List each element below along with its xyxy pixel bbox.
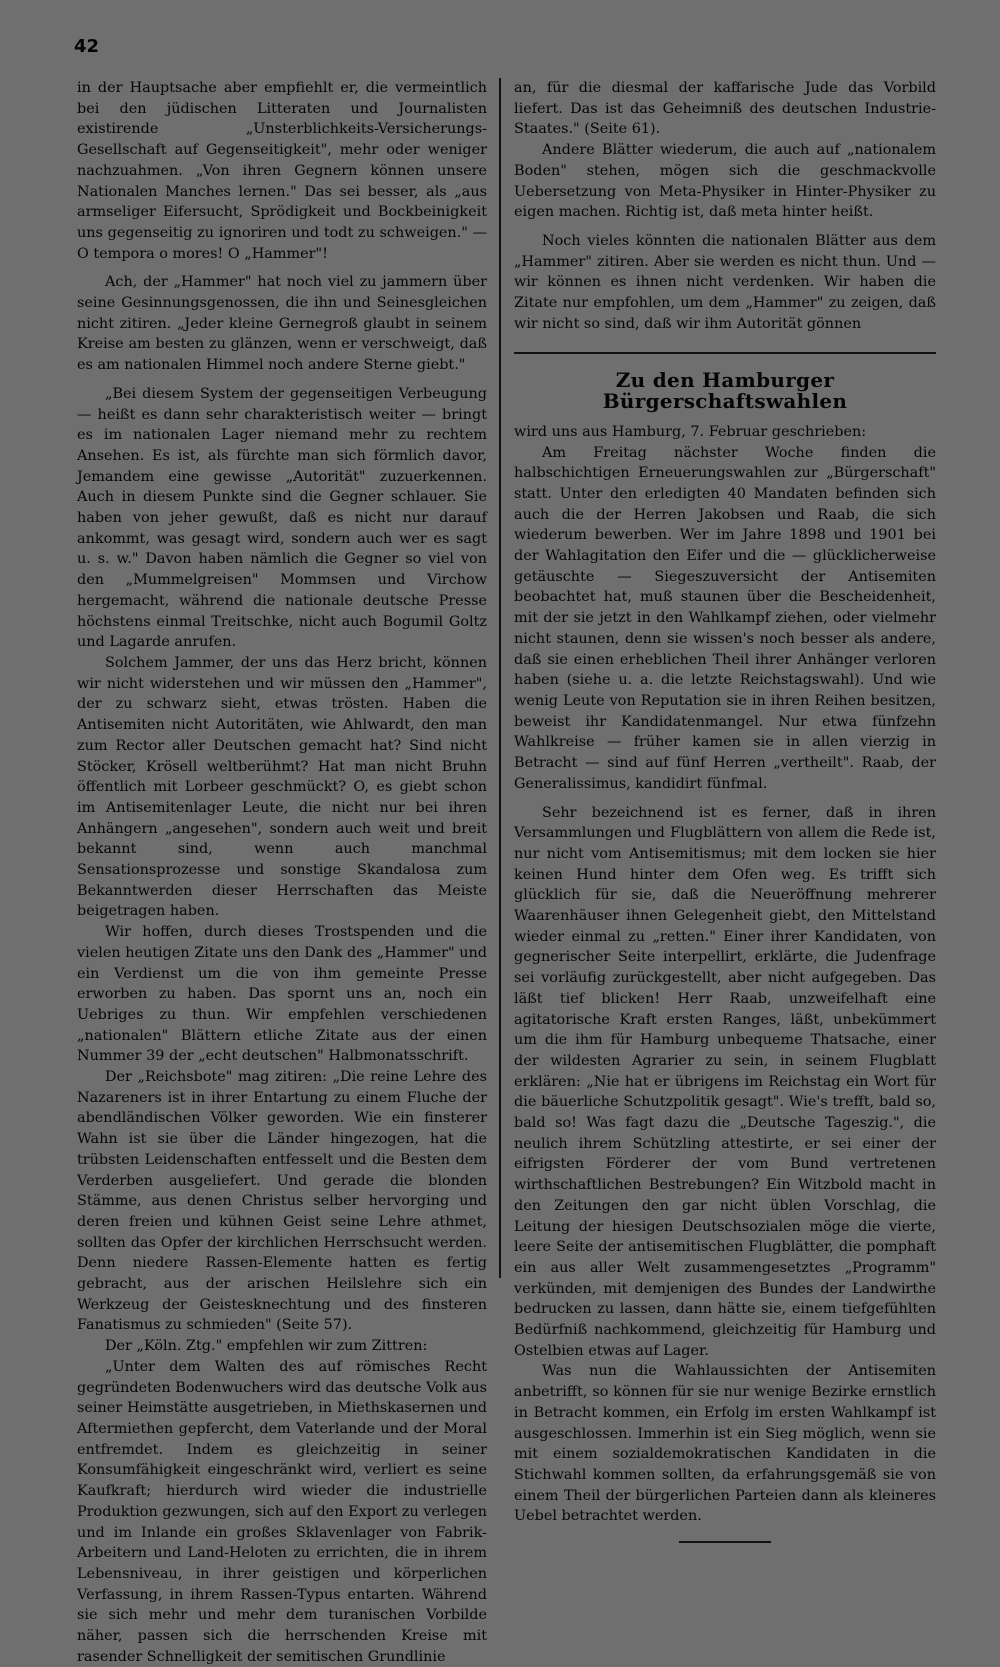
paragraph: Solchem Jammer, der uns das Herz bricht, können wir nicht widerstehen und wir müssen den „Hammer", der zu schwarz sieht, etwas trösten. Haben die Antisemiten nicht Autoritäten, wie Ahlwardt, den man zum Rector aller Deutschen gemacht hat? Sind nicht Stöcker, Krösell weltberühmt? Hat man nicht Bruhn öffentlich mit Lorbeer geschmückt? O, es giebt schon im Antisemitenlager Leute, die nicht nur bei ihren Anhängern „angesehen", sondern auch weit und breit bekannt sind, wenn auch manchmal Sensationsprozesse und sonstige Skandalosa zum Bekanntwerden dieser Herrschaften das Meiste beigetragen haben. (77, 654, 487, 920)
right-column (514, 78, 936, 1543)
paragraph: Was nun die Wahlaussichten der Antisemiten anbetrifft, so können für sie nur wenige Bezirke ernstlich in Betracht kommen, ein Erfolg im ersten Wahlkampf ist ausgeschlossen. Immerhin ist ein Sieg möglich, wenn sie mit einem sozialdemokratischen Kandidaten in die Stichwahl kommen sollten, da erfahrungsgemäß sie von einem Theil der bürgerlichen Parteien dann als kleineres Uebel betrachtet werden. (514, 1363, 936, 1525)
paragraph: Sehr bezeichnend ist es ferner, daß in ihren Versammlungen und Flugblättern von allem die Rede ist, nur nicht vom Antisemitismus; mit dem locken sie hier keinen Hund hinter dem Ofen weg. Es trifft sich glücklich für sie, daß die Neueröffnung mehrerer Waarenhäuser ihnen Gelegenheit giebt, den Mittelstand wieder einmal zu „retten." Einer ihrer Kandidaten, von gegnerischer Seite interpellirt, erklärte, die Judenfrage sei vorläufig zurückgestellt, aber nicht aufgegeben. Das läßt tief blicken! Herr Raab, unzweifelhaft eine agitatorische Kraft ersten Ranges, läßt, unbekümmert um die ihm für Hamburg unbequeme Thatsache, einer der wildesten Agrarier zu sein, in seinem Flugblatt erklären: „Nie hat er übrigens im Reichstag ein Wort für die bäuerliche Schutzpolitik gesagt". Wie's trefft, bald so, bald so! Was fagt dazu die „Deutsche Tageszig.", die neulich ihrem Schützling attestirte, er sei einer der eifrigsten Förderer der vom Bund vertretenen wirthschaftlichen Bestrebungen? Ein Witzbold macht in den Zeitungen den gar nicht üblen Vorschlag, die Leitung der hiesigen Deutschsozialen möge die vierte, leere Seite der antisemitischen Flugblätter, die pomphaft ein aus aller Welt zusammengesetztes „Programm" verkünden, mit demjenigen des Bundes der Landwirthe bedrucken zu lassen, dann hätte sie, einem tiefgefühlten Bedürfniß nachkommend, gleichzeitig für Hamburg und Ostelbien etwas auf Lager. (514, 804, 936, 1359)
article-heading: Zu den Hamburger Bürgerschaftswahlen (602, 368, 848, 414)
paragraph: Der „Reichsbote" mag zitiren: „Die reine Lehre des Nazareners ist in ihrer Entartung zu einem Fluche der abendländischen Völker geworden. Wie ein finsterer Wahn ist sie über die Länder hingezogen, hat die trübsten Leidenschaften entfesselt und die Besten dem Verderben ausgeliefert. Und gerade die blonden Stämme, aus denen Christus selber hervorging und deren freien und kühnen Geist seine Lehre athmet, sollten das Opfer der kirchlichen Herrschsucht werden. Denn niedere Rassen-Elemente hatten es fertig gebracht, aus der arischen Heilslehre sich ein Werkzeug der Geistesknechtung und des finsteren Fanatismus zu schmieden" (Seite 57). (77, 1069, 487, 1334)
end-rule (679, 1541, 771, 1543)
paragraph: Wir hoffen, durch dieses Trostspenden und die vielen heutigen Zitate uns den Dank des „Hammer" und ein Verdienst um die von ihm gemeinte Presse erworben zu haben. Das spornt uns an, noch ein Uebriges zu thun. Wir empfehlen verschiedenen „nationalen" Blättern etliche Zitate aus der einen Nummer 39 der „echt deutschen" Halbmonatsschrift. (77, 924, 487, 1065)
paragraph: „Bei diesem System der gegenseitigen Verbeugung — heißt es dann sehr charakteristisch weiter — bringt es im nationalen Lager niemand mehr zu rechtem Ansehen. Es ist, als fürchte man sich förmlich davor, Jemandem eine gewisse „Autorität" zuzuerkennen. Auch in diesem Punkte sind die Gegner schlauer. Sie haben von jeher gewußt, daß es nicht nur darauf ankommt, was gesagt wird, sondern auch wer es sagt u. s. w." Davon haben nämlich die Gegner so viel von den „Mummelgreisen" Mommsen und Virchow hergemacht, während die nationale deutsche Presse höchstens einmal Treitschke, nicht auch Bogumil Goltz und Lagarde anrufen. (77, 385, 487, 651)
left-column (77, 78, 487, 1667)
paragraph: wird uns aus Hamburg, 7. Februar geschrieben: (514, 423, 867, 440)
paragraph: Am Freitag nächster Woche finden die halbschichtigen Erneuerungswahlen zur „Bürgerschaft" statt. Unter den erledigten 40 Mandaten befinden sich auch die der Herren Jakobsen und Raab, die sich wiederum bewerben. Wer im Jahre 1898 und 1901 bei der Wahlagitation den Eifer und die — glücklicherweise getäuschte — Siegeszuversicht der Antisemiten beobachtet hat, muß staunen über die Bescheidenheit, mit der sie jetzt in den Wahlkampf ziehen, oder vielmehr nicht staunen, denn sie wissen's noch besser als andere, daß sie einen erheblichen Theil ihrer Anhänger verloren haben (siehe u. a. die letzte Reichstagswahl). Und wie wenig Leute von Reputation sie in ihren Reihen besitzen, beweist ihr Kandidatenmangel. Nur etwa fünfzehn Wahlkreise — früher kamen sie in allen vierzig in Betracht — sind auf fünf Herren „vertheilt". Raab, der Generalissimus, kandidirt fünfmal. (514, 444, 936, 792)
paragraph: „Unter dem Walten des auf römisches Recht gegründeten Bodenwuchers wird das deutsche Volk aus seiner Heimstätte ausgetrieben, in Miethskasernen und Aftermiethen gepfercht, dem Vaterlande und der Moral entfremdet. Indem es gleichzeitig in seiner Konsumfähigkeit eingeschränkt wird, verliert es seine Kaufkraft; hierdurch wird wieder die industrielle Produktion gezwungen, sich auf den Export zu verlegen und im Inlande ein großes Sklavenlager von Fabrik-Arbeitern und Land-Heloten zu errichten, die in ihrem Lebensniveau, in ihrer geistigen und körperlichen Verfassung, in ihrem Rassen-Typus entarten. Während sie sich mehr und mehr dem turanischen Vorbilde näher, passen sich die herrschenden Kreise mit rasender Schnelligkeit der semitischen Grundlinie (77, 1358, 487, 1665)
paragraph: Noch vieles könnten die nationalen Blätter aus dem „Hammer" zitiren. Aber sie werden es nicht thun. Und — wir können es ihnen nicht verdenken. Wir haben die Zitate nur empfohlen, um dem „Hammer" zu zeigen, daß wir nicht so sind, daß wir ihm Autorität gönnen (514, 232, 936, 332)
paragraph: an, für die diesmal der kaffarische Jude das Vorbild liefert. Das ist das Geheimniß des deutschen Industrie-Staates." (Seite 61). (514, 80, 936, 138)
paragraph: Ach, der „Hammer" hat noch viel zu jammern über seine Gesinnungsgenossen, die ihn und Seinesgleichen nicht zitiren. „Jeder kleine Gernegroß glaubt in seinem Kreise am besten zu glänzen, wenn er verschweigt, daß es am nationalen Himmel noch andere Sterne giebt." (77, 274, 487, 374)
column-divider (499, 78, 501, 1278)
paragraph: Der „Köln. Ztg." empfehlen wir zum Zittren: (105, 1338, 428, 1355)
paragraph: in der Hauptsache aber empfiehlt er, die vermeintlich bei den jüdischen Litteraten und Journalisten existirende „Unsterblichkeits-Versicherungs-Gesellschaft auf Gegenseitigkeit", mehr oder weniger nachzuahmen. „Von ihren Gegnern können unsere Nationalen Manches lernen." Das sei besser, als „aus armseliger Eifersucht, Sprödigkeit und Bockbeinigkeit uns gegenseitig zu ignoriren und todt zu schweigen." — O tempora o mores! O „Hammer"! (77, 80, 487, 262)
page-number: 42 (74, 36, 100, 57)
section-rule (514, 352, 936, 354)
paragraph: Andere Blätter wiederum, die auch auf „nationalem Boden" stehen, mögen sich die geschmackvolle Uebersetzung von Meta-Physiker in Hinter-Physiker zu eigen machen. Richtig ist, daß meta hinter heißt. (514, 142, 936, 221)
